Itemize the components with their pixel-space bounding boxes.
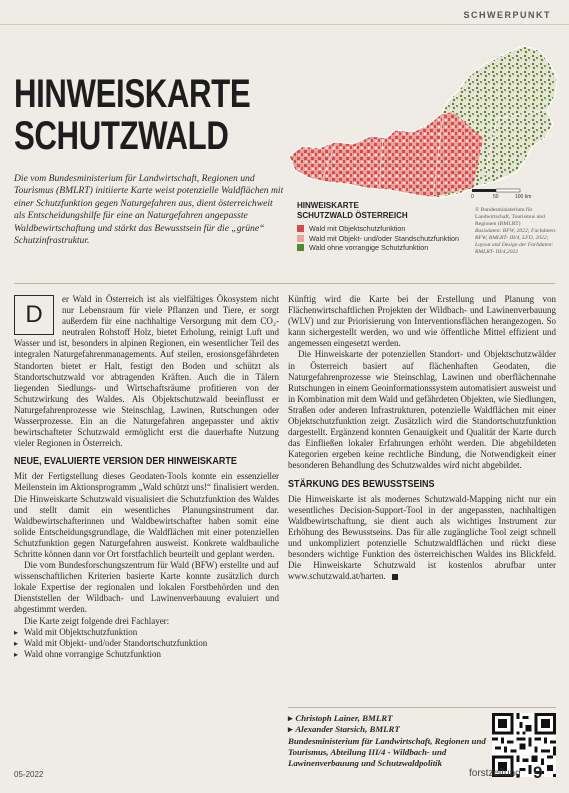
- scale-label-100: 100 km: [515, 194, 532, 200]
- paragraph: Künftig wird die Karte bei der Erstellung und Planung von Flächenwirtschaftlichen Projekten der Wildbach- und Lawinenverbauung (WLV) und zur Priorisierung von Interventionsflächen herangezogen. So kann sichergestellt werden, wo und wie öffentliche Mittel effizient und angemessen eingesetzt werden.: [288, 294, 556, 349]
- lead-paragraph: Die vom Bundesministerium für Landwirtschaft, Regionen und Tourismus (BMLRT) initiierte Karte weist potenzielle Waldflächen mit einer Schutzfunktion gegen Naturgefahren aus, dient österreichweit als Entscheidungshilfe für eine an Naturgefahren angepasste Waldbewirtschaftung und stärkt das Bewusstsein für die „grüne“ Schutzinfrastruktur.: [14, 173, 284, 247]
- list-item: ▸ Wald mit Objektschutzfunktion: [14, 627, 279, 638]
- list-item: ▸ Wald mit Objekt- und/oder Standortschutzfunktion: [14, 638, 279, 649]
- layer-list: [14, 627, 279, 660]
- page-number: 9: [533, 763, 543, 782]
- paragraph: Mit der Fertigstellung dieses Geodaten-Tools konnte ein essenzieller Meilenstein im Aktionsprogramm „Wald schützt uns!“ finalisiert werden. Die Hinweiskarte Schutzwald visualisiert die Schutzfunktion des Waldes und stellt damit ein wesentliches Planungsinstrument dar. Waldbewirtschafterinnen und Waldbewirtschafter haben somit eine solide Entscheidungsgrundlage, die Waldflächen mit einer potenziellen Schutzfunktion gegen Naturgefahren ausweist. Konkrete waldbauliche Schritte können dann vor Ort forstfachlich beurteilt und geplant werden.: [14, 471, 279, 559]
- legend-item: Wald mit Objektschutzfunktion: [297, 224, 462, 234]
- legend-item: Wald mit Objekt- und/oder Standschutzfunktion: [297, 234, 462, 244]
- map-legend: [297, 201, 462, 253]
- paragraph: Die vom Bundesforschungszentrum für Wald (BFW) erstellte und auf wissenschaftlichen Kriterien basierte Karte konnte zusätzlich durch lokale Expertise der regionalen und lokalen Forstbehörden und den Dienststellen der Wildbach- und Lawinenverbauung evaluiert und abgestimmt werden.: [14, 560, 279, 615]
- legend-swatch-red: [297, 225, 304, 232]
- author-affiliation: Bundesministerium für Landwirtschaft, Regionen und Tourismus, Abteilung III/4 - Wildbach- und Lawinenverbauung und Schutzwaldpolitik: [288, 735, 486, 769]
- section-divider: [14, 283, 555, 284]
- legend-swatch-pink: [297, 235, 304, 242]
- title-line-1: HINWEISKARTE: [14, 72, 251, 116]
- legend-item: Wald ohne vorrangige Schutzfunktion: [297, 243, 462, 253]
- list-item: ▸ Wald ohne vorrangige Schutzfunktion: [14, 649, 279, 660]
- magazine-name: forstzeitung: [469, 768, 521, 779]
- author-name: ▸ Alexander Starsich, BMLRT: [288, 724, 400, 735]
- subheading-awareness: STÄRKUNG DES BEWUSSTSEINS: [288, 478, 435, 490]
- title-line-2: SCHUTZWALD: [14, 114, 229, 158]
- paragraph: Die Karte zeigt folgende drei Fachlayer:: [24, 615, 170, 626]
- scale-label-50: 50: [493, 194, 499, 200]
- author-box: [288, 713, 488, 769]
- issue-date: 05-2022: [14, 770, 44, 779]
- map-credit: © Bundesministerium für Landwirtschaft, Tourismus und Regionen (BMLRT) Basisdaten: BFW, 2022; Fachdaten: BFW, BMLRT- III/4, LFD, 2022; Layout und Design der Farbdaten: BMLRT- III/4,2022: [475, 207, 557, 255]
- drop-cap: D: [14, 295, 54, 335]
- legend-swatch-green: [297, 244, 304, 251]
- top-rule: [0, 24, 569, 25]
- section-label: SCHWERPUNKT: [463, 10, 551, 20]
- page-title: [14, 72, 251, 158]
- scale-label-0: 0: [471, 194, 474, 200]
- map-title: HINWEISKARTE SCHUTZWALD ÖSTERREICH: [297, 201, 408, 220]
- paragraph: Die Hinweiskarte der potenziellen Standort- und Objektschutzwälder in Österreich basiert auf flächenhaften Geodaten, die Naturgefahrenprozesse wie Steinschlag, Lawinen und oberflächennahe Rutschungen in einem Geoinformationssystem automatisiert ausweist und in Kombination mit dem Wald und gefährdeten Objekten, wie Siedlungen, Straßen oder anderen Infrastrukturen, potenzielle Waldflächen mit einer Objektschutzfunktion zeigt. Zusätzlich wird die Standortschutzfunktion dargestellt. Ergänzend konnten Genauigkeit und Qualität der Karte durch das Einfließen lokaler Erfahrungen erhöht werden. Die abgebildeten Kategorien ergeben keine rechtliche Bindung, die Notwendigkeit einer besonderen Behandlung des Schutzwaldes wird nicht abgebildet.: [288, 349, 556, 471]
- subheading-new-version: NEUE, EVALUIERTE VERSION DER HINWEISKARTE: [14, 456, 237, 468]
- paragraph: Die Hinweiskarte ist als modernes Schutzwald-Mapping nicht nur ein wesentliches Decision-Support-Tool in der angepassten, nachhaltigen Waldbewirtschaftung, sie dient auch als wichtiges Instrument zur Erhöhung des Bewusstseins. Das für alle zugängliche Tool zeigt schnell und unkompliziert potenzielle Schutzwaldflächen und rückt diese besonders wichtige Funktion des österreichischen Waldes ins Blickfeld. Die Hinweiskarte Schutzwald ist kostenlos abrufbar unter www.schutzwald.at/harten.: [288, 493, 556, 582]
- map-scale-bar: [470, 188, 550, 200]
- author-divider: [288, 707, 556, 708]
- intro-paragraph: D er Wald in Österreich ist als vielfältiges Ökosystem nicht nur Lebensraum für viele Pflanzen und Tiere, er sorgt außerdem für eine nachhaltige Versorgung mit dem CO₂-neutralen Rohstoff Holz, bietet Erholung, reinigt Luft und Wasser und ist, besonders in alpinen Regionen, ein wesentlicher Teil des integralen Naturgefahrenmanagements. Auf steilen, erosionsgefährdeten Standorten bietet er Halt, festigt den Boden und schützt als Standortschutzwald vor abtragenden Kräften. Auch die in Tälern liegenden Siedlungs- und Wirtschaftsräume profitieren von der Schutzwirkung des Waldes. Als Objektschutzwald beeinflusst er Naturgefahrenprozesse wie Steinschlag, Lawinen, Rutschungen oder Wasserprozesse. Ein an die Naturgefahren angepasster und aktiv bewirtschafteter Schutzwald ermöglicht erst die dauerhafte Nutzung vieler Regionen in Österreich.: [14, 294, 279, 449]
- article-right-column: [288, 294, 556, 582]
- article-left-column: [14, 294, 279, 660]
- author-name: ▸ Christoph Lainer, BMLRT: [288, 713, 393, 723]
- end-mark: [392, 574, 398, 580]
